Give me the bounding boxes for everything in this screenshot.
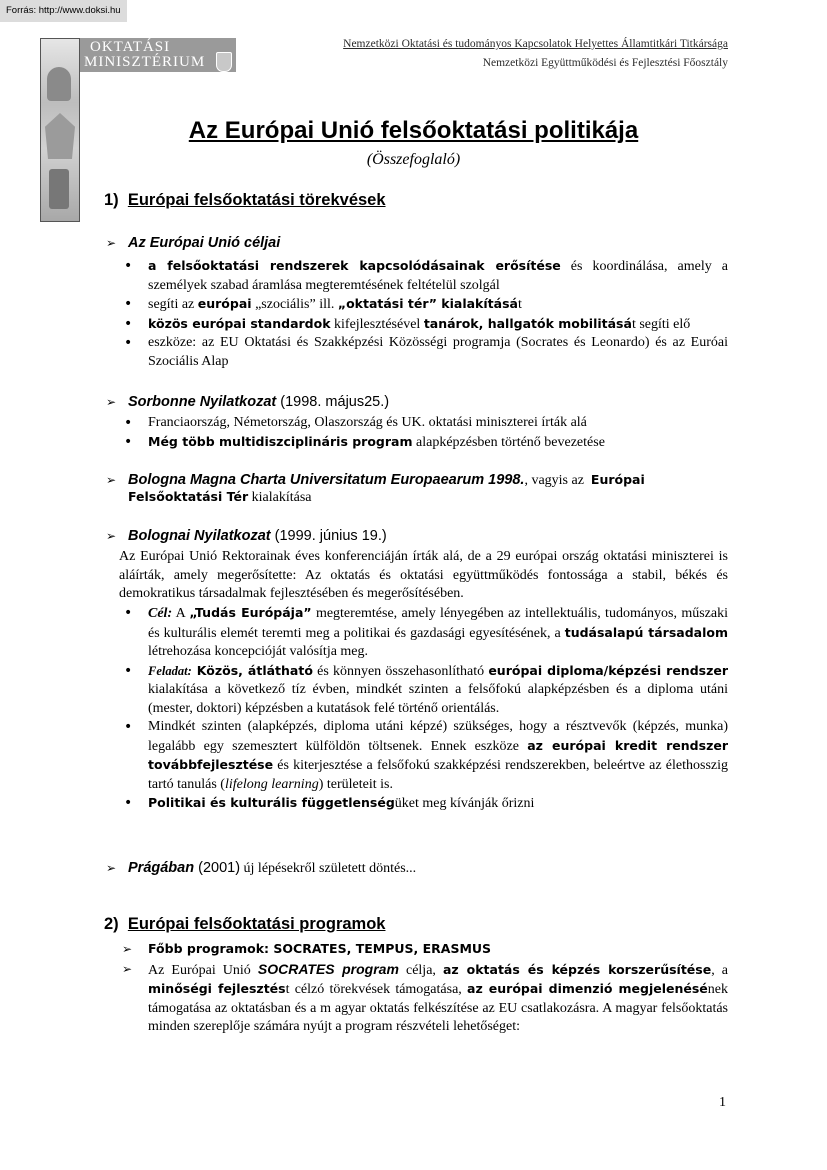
arrow-bullet-icon: ➢ bbox=[106, 473, 117, 487]
list-item: • Még több multidiszciplináris program alapképzésben történő bevezetése bbox=[122, 433, 728, 453]
page-title: Az Európai Unió felsőoktatási politikája bbox=[188, 117, 639, 144]
prague-heading: ➢ Prágában (2001) új lépésekről született döntés... bbox=[106, 860, 417, 876]
section-1-title: Európai felsőoktatási törekvések bbox=[127, 191, 386, 209]
list-item: • Mindkét szinten (alapképzés, diploma utáni képzé) szükséges, hogy a résztvevők (képzés, munka) legalább egy szemesztert külföldön töltsenek. Ennek eszköze az európai kredit rendszer továbbfejlesztése és kiterjesztése a felsőfokú szakképzési rendszerekben, beleértve az élethosszig tartó tanulás (lifelong learning) területeit is. bbox=[122, 718, 728, 794]
list-item: ➢ Főbb programok: SOCRATES, TEMPUS, ERASMUS bbox=[122, 940, 728, 960]
arrow-bullet-icon: ➢ bbox=[122, 961, 133, 976]
section-1-heading bbox=[104, 191, 386, 210]
section-2-title: Európai felsőoktatási programok bbox=[127, 915, 386, 933]
goals-heading bbox=[106, 235, 280, 252]
bologna-list bbox=[122, 604, 728, 814]
logo-line-2: MINISZTÉRIUM bbox=[84, 54, 206, 70]
sorbonne-list bbox=[122, 414, 728, 452]
bologna-heading: ➢ Bolognai Nyilatkozat (1999. június 19.) bbox=[106, 528, 387, 544]
list-item: • a felsőoktatási rendszerek kapcsolódásainak erősítése és koordinálása, amely a személyek szabad áramlása megteremtésének feltételül szolgál bbox=[122, 257, 728, 295]
goals-title: Az Európai Unió céljai bbox=[128, 235, 281, 251]
arrow-bullet-icon: ➢ bbox=[122, 942, 133, 956]
source-label: Forrás: http://www.doksi.hu bbox=[0, 0, 127, 22]
bologna-intro: Az Európai Unió Rektorainak éves konferenciáján írták alá, de a 29 európai ország oktatási miniszterei is aláírták, amely megerősítette: Az oktatás és oktatási együttműködés fontossága a stabil, békés és demokratikus társadalmak fejlesztésében és megerősítésében. bbox=[119, 549, 728, 601]
page-subtitle: (Összefoglaló) bbox=[366, 151, 461, 168]
list-item: • segíti az európai „szociális” ill. „oktatási tér” kialakítását bbox=[122, 295, 728, 315]
programs-list bbox=[122, 940, 728, 1037]
logo-figure-head bbox=[47, 67, 71, 101]
logo-line-1: OKTATÁSI bbox=[90, 39, 171, 55]
list-item: • Franciaország, Németország, Olaszország és UK. oktatási miniszterei írták alá bbox=[122, 414, 728, 433]
arrow-bullet-icon: ➢ bbox=[106, 529, 117, 543]
arrow-bullet-icon: ➢ bbox=[106, 236, 117, 250]
header-line-1: Nemzetközi Oktatási és tudományos Kapcsolatok Helyettes Államtitkári Titkársága bbox=[343, 38, 728, 50]
list-item: • közös európai standardok kifejlesztésével tanárok, hallgatók mobilitását segíti elő bbox=[122, 315, 728, 335]
crest-icon bbox=[216, 52, 232, 72]
list-item: • Cél: A „Tudás Európája” megteremtése, amely lényegében az intellektuális, tudományos, műszaki és kulturális elemét teremti meg a politikai és gazdasági egyesítésének, a tudásalapú társadalom létrehozása koncepcióját valósítja meg. bbox=[122, 604, 728, 662]
section-2-number: 2) bbox=[104, 915, 119, 933]
arrow-bullet-icon: ➢ bbox=[106, 861, 117, 875]
list-item: • Feladat: Közös, átlátható és könnyen összehasonlítható európai diploma/képzési rendszer kialakítása a következő tíz évben, mindkét szinten a felsőfokú alapképzésben és a diploma utáni (mester, doktori) képzésben a kutatások felé történő orientálás. bbox=[122, 662, 728, 719]
section-2-heading bbox=[104, 915, 386, 934]
magna-charta-heading: ➢ Bologna Magna Charta Universitatum Europaearum 1998., vagyis az Európai Felsőoktatási Tér kialakítása bbox=[106, 472, 645, 505]
logo-figure-base bbox=[49, 169, 69, 209]
header-line-2: Nemzetközi Együttműködési és Fejlesztési Főosztály bbox=[482, 57, 728, 69]
section-1-number: 1) bbox=[104, 191, 119, 209]
page-number: 1 bbox=[719, 1095, 726, 1110]
arrow-bullet-icon: ➢ bbox=[106, 395, 117, 409]
sorbonne-heading: ➢ Sorbonne Nyilatkozat (1998. május25.) bbox=[106, 394, 390, 410]
ministry-logo-band bbox=[80, 38, 236, 72]
list-item: • Politikai és kulturális függetlenségüket meg kívánják őrizni bbox=[122, 794, 728, 814]
list-item: ➢ Az Európai Unió SOCRATES program célja, az oktatás és képzés korszerűsítése, a minőségi fejlesztést célzó törekvések támogatása, az európai dimenzió megjelenésének támogatása az oktatásban és a m agyar oktatás felkészítése az EU csatlakozásra. A magyar felsőoktatás minden szereplője számára nyújt a program részvételi lehetőséget: bbox=[122, 960, 728, 1034]
goals-list bbox=[122, 257, 728, 371]
list-item: • eszköze: az EU Oktatási és Szakképzési Közösségi programja (Socrates és Leonardo) és az Euróai Szociális Alap bbox=[122, 334, 728, 371]
